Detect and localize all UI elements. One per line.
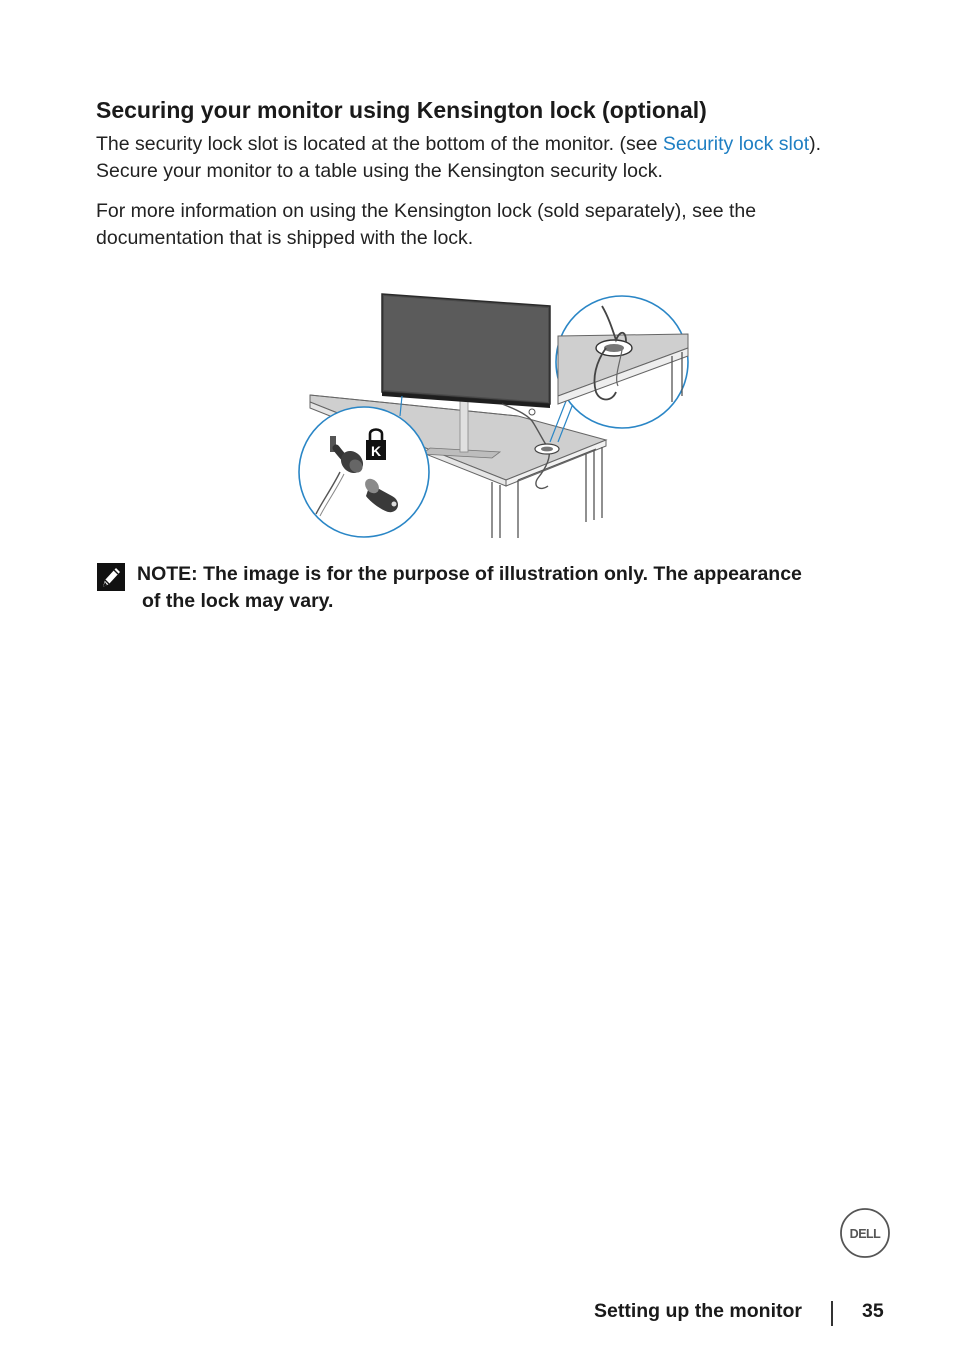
footer-separator [831, 1301, 833, 1326]
dell-logo-text: DELL [849, 1227, 881, 1241]
documentation-paragraph: For more information on using the Kensington lock (sold separately), see the documentation that is shipped with the lock. [96, 200, 757, 249]
note-line-1: NOTE: The image is for the purpose of illustration only. The appearance [137, 563, 802, 585]
page-footer [0, 1300, 954, 1328]
note-text [137, 561, 907, 615]
kensington-lock-illustration [296, 292, 692, 540]
page-heading: Securing your monitor using Kensington lock (optional) [96, 97, 707, 123]
kensington-k-letter: K [370, 443, 382, 459]
page-number: 35 [862, 1300, 884, 1322]
para1-text-after: ). Secure your monitor to a table using the Kensington security lock. [96, 133, 822, 182]
security-lock-slot-link[interactable]: Security lock slot [662, 133, 810, 155]
footer-section-title: Setting up the monitor [594, 1300, 802, 1322]
para1-text-before: The security lock slot is located at the bottom of the monitor. (see [96, 133, 663, 155]
note-pencil-icon [97, 563, 125, 591]
security-lock-paragraph [96, 131, 866, 185]
note-line-2: of the lock may vary. [142, 590, 334, 612]
dell-logo [839, 1207, 891, 1259]
